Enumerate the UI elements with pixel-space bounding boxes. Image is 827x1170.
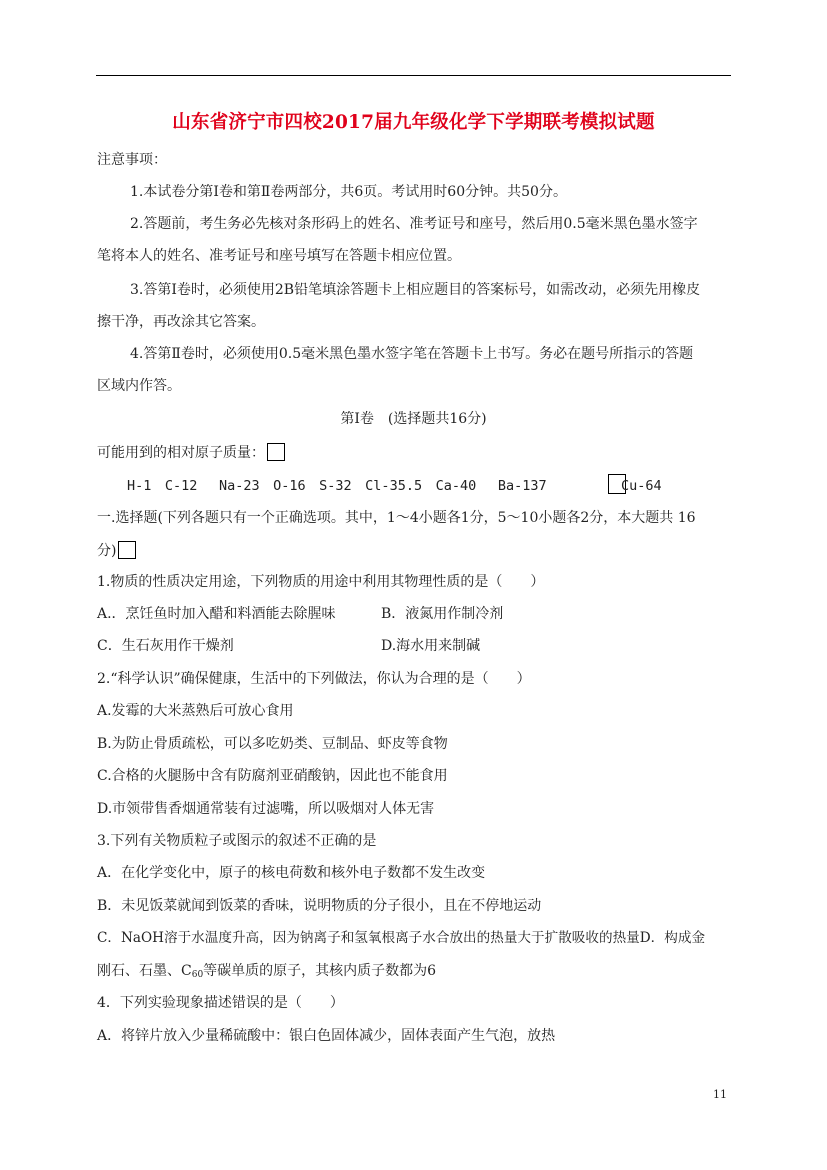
question-2-option-b: B.为防止骨质疏松，可以多吃奶类、豆制品、虾皮等食物 (97, 736, 448, 752)
note-4-line-2: 区域内作答。 (97, 378, 181, 394)
question-3-option-d (97, 962, 436, 984)
placeholder-box (267, 443, 285, 461)
question-3-stem: 3.下列有关物质粒子或图示的叙述不正确的是 (97, 833, 377, 849)
question-1-option-c: C．生石灰用作干燥剂 (97, 638, 234, 654)
note-2-line-2: 笔将本人的姓名、准考证号和座号填写在答题卡相应位置。 (97, 248, 461, 264)
subscript-60: 60 (191, 970, 204, 980)
part-1-instruction-tail: 分) (97, 543, 117, 559)
question-2-option-d: D.市领带售香烟通常装有过滤嘴，所以吸烟对人体无害 (97, 801, 435, 817)
question-4-stem: 4．下列实验现象描述错误的是（ ） (97, 995, 344, 1011)
question-2-option-a: A.发霉的大米蒸熟后可放心食用 (97, 703, 294, 719)
note-3-line-1: 3.答第Ⅰ卷时，必须使用2B铅笔填涂答题卡上相应题目的答案标号，如需改动，必须先用橡皮 (130, 282, 701, 298)
part-1-instruction-line-2 (97, 541, 136, 560)
atomic-mass-label-line (97, 443, 285, 462)
note-4-line-1: 4.答第Ⅱ卷时，必须使用0.5毫米黑色墨水签字笔在答题卡上书写。务必在题号所指示的答题 (130, 346, 694, 362)
document-title: 山东省济宁市四校2017届九年级化学下学期联考模拟试题 (172, 112, 655, 133)
question-3-option-d-end: 等碳单质的原子，其核内质子数都为6 (203, 963, 437, 979)
atomic-mass-cu: Cu-64 (621, 478, 662, 494)
question-3-option-c: C．NaOH溶于水温度升高，因为钠离子和氢氧根离子水合放出的热量大于扩散吸收的热量D．构成金 (97, 930, 706, 946)
question-3-option-b: B．未见饭菜就闻到饭菜的香味，说明物质的分子很小，且在不停地运动 (97, 898, 542, 914)
atomic-mass-label: 可能用到的相对原子质量： (97, 445, 265, 461)
atomic-mass-list: H-1 C-12 Na-23 O-16 S-32 Cl-35.5 Ca-40 Ba-137 (127, 478, 547, 494)
note-2-line-1: 2.答题前，考生务必先核对条形码上的姓名、准考证号和座号，然后用0.5毫米黑色墨水签字 (130, 216, 698, 232)
page-number: 11 (713, 1088, 727, 1101)
question-4-option-a: A．将锌片放入少量稀硫酸中：银白色固体减少，固体表面产生气泡，放热 (97, 1028, 556, 1044)
section-1-title: 第Ⅰ卷 (选择题共16分) (340, 411, 487, 427)
placeholder-box (118, 541, 136, 559)
question-1-stem: 1.物质的性质决定用途，下列物质的用途中利用其物理性质的是（ ） (97, 574, 545, 590)
question-3-option-a: A．在化学变化中，原子的核电荷数和核外电子数都不发生改变 (97, 865, 486, 881)
question-1-option-d: D.海水用来制碱 (381, 638, 481, 654)
question-2-option-c: C.合格的火腿肠中含有防腐剂亚硝酸钠，因此也不能食用 (97, 768, 448, 784)
notes-heading: 注意事项： (97, 152, 167, 168)
question-1-option-b: B．液氮用作制冷剂 (381, 606, 504, 622)
part-1-instruction-line-1: 一.选择题(下列各题只有一个正确选项。其中，1～4小题各1分，5～10小题各2分，本大题共 16 (97, 510, 696, 526)
note-3-line-2: 擦干净，再改涂其它答案。 (97, 314, 265, 330)
question-2-stem: 2.“科学认识”确保健康，生活中的下列做法，你认为合理的是（ ） (97, 671, 531, 687)
question-3-option-d-start: 刚石、石墨、C (97, 963, 192, 979)
header-rule (96, 75, 731, 76)
question-1-option-a: A.．烹饪鱼时加入醋和料酒能去除腥味 (97, 606, 336, 622)
note-1: 1.本试卷分第Ⅰ卷和第Ⅱ卷两部分，共6页。考试用时60分钟。共50分。 (130, 184, 567, 200)
